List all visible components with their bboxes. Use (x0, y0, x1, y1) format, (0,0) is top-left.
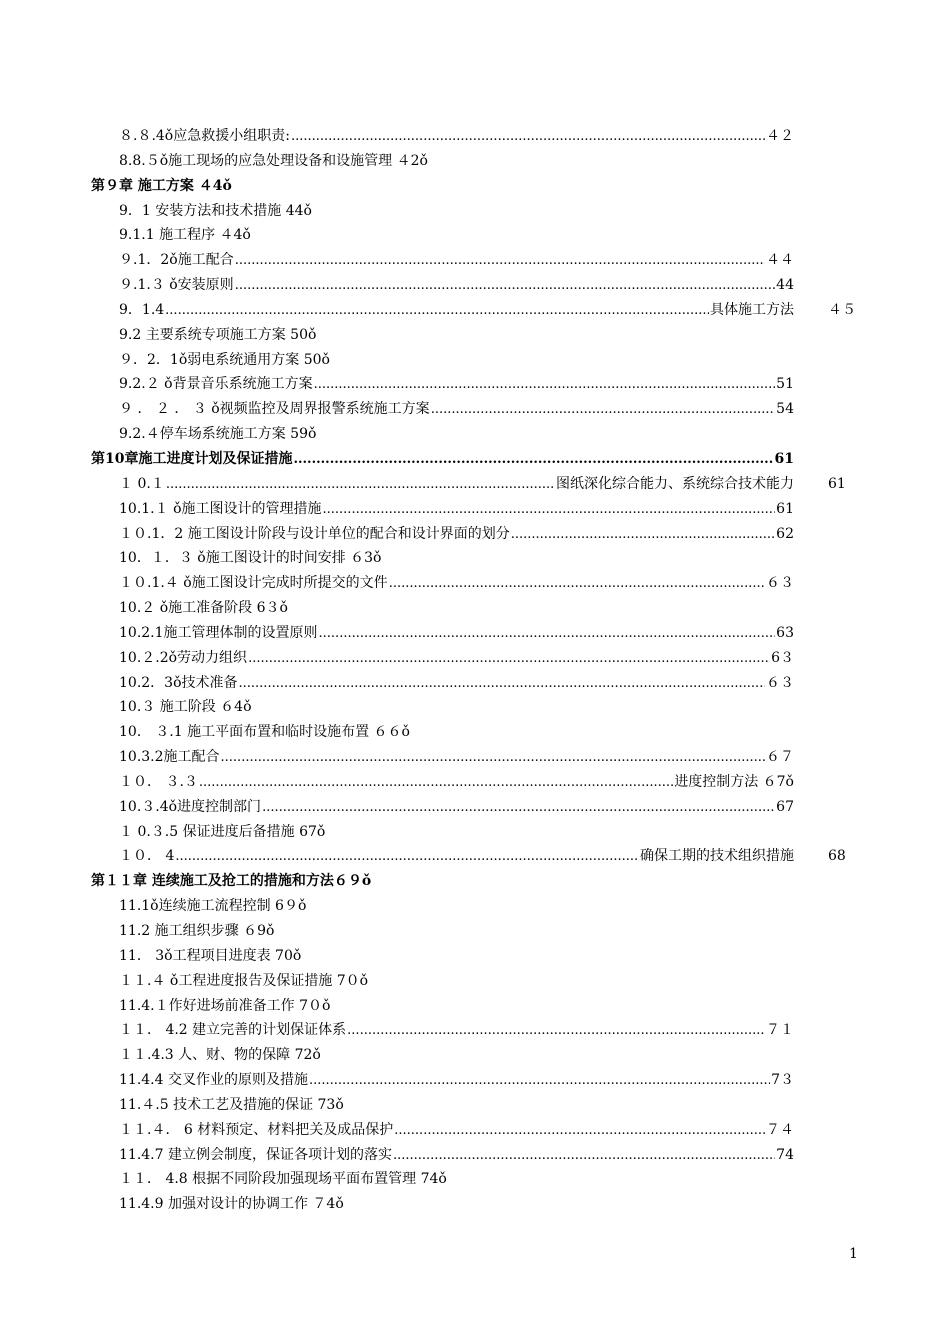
dot-leader (199, 771, 673, 796)
toc-entry-page: 74 (776, 1146, 794, 1163)
toc-chapter-entry (0, 869, 950, 894)
toc-entry-text: １ 0.１ (119, 475, 165, 492)
toc-entry-far-page: 68 (828, 848, 846, 865)
toc-entry-text: 10.3.2施工配合 (119, 749, 220, 766)
toc-entry (0, 745, 950, 770)
toc-chapter-entry (0, 174, 950, 199)
toc-chapter-entry (0, 447, 950, 472)
toc-entry-text: 10.２ ǒ施工准备阶段 6３ǒ (119, 600, 288, 617)
dot-leader (323, 498, 776, 523)
dot-leader (221, 746, 765, 771)
toc-entry (0, 273, 950, 298)
toc-entry-page: 具体施工方法 (710, 301, 794, 318)
toc-entry (0, 1118, 950, 1143)
toc-entry-text: 10.２.2ǒ劳动力组织 (119, 649, 248, 666)
toc-entry (0, 199, 950, 224)
toc-entry-page: ６３ (766, 674, 794, 691)
toc-entry (0, 770, 950, 795)
toc-entry (0, 124, 950, 149)
toc-entry (0, 497, 950, 522)
dot-leader (239, 672, 765, 697)
toc-entry-page: 62 (776, 525, 794, 542)
toc-entry (0, 720, 950, 745)
toc-entry (0, 844, 950, 869)
dot-leader (235, 274, 775, 299)
toc-entry-far-page: ４５ (828, 301, 856, 318)
toc-entry-page: ７４ (766, 1121, 794, 1138)
toc-entry-text: １０． 4 (119, 848, 175, 865)
toc-entry-page: 54 (776, 401, 794, 418)
toc-entry (0, 1143, 950, 1168)
toc-entry (0, 1018, 950, 1043)
toc-entry-text: 11.4.4 交叉作业的原则及措施 (119, 1072, 308, 1089)
toc-entry (0, 1068, 950, 1093)
toc-entry-page: ６７ (766, 749, 794, 766)
toc-entry-text: 11.4.9 加强对设计的协调工作 ７4ǒ (119, 1196, 344, 1213)
toc-entry (0, 1043, 950, 1068)
toc-entry-text: 11.2 施工组织步骤 ６9ǒ (119, 923, 275, 939)
toc-entry-page: 63 (776, 624, 794, 641)
toc-entry (0, 1093, 950, 1118)
toc-entry-text: 9．1.4 (119, 301, 165, 318)
toc-entry-text: 9.2.４停车场系统施工方案 59ǒ (119, 426, 317, 443)
toc-entry (0, 695, 950, 720)
toc-entry-text: １０.1.４ ǒ施工图设计完成时所提交的文件 (119, 575, 388, 592)
dot-leader (166, 473, 555, 498)
toc-entry (0, 372, 950, 397)
toc-entry (0, 323, 950, 348)
toc-entry-text: 9.2 主要系统专项施工方案 50ǒ (119, 326, 317, 343)
toc-entry-page: 7３ (771, 1072, 794, 1089)
toc-entry-text: 9．1 安装方法和技术措施 44ǒ (119, 202, 312, 219)
toc-entry-text: １１.４ ǒ工程进度报告及保证措施 7０ǒ (119, 972, 369, 989)
toc-entry-text: 11.1ǒ连续施工流程控制 6９ǒ (119, 898, 307, 915)
dot-leader (248, 647, 770, 672)
dot-leader (291, 125, 765, 150)
toc-entry-text: １１.４． 6 材料预定、材料把关及成品保护 (119, 1121, 394, 1138)
toc-entry (0, 472, 950, 497)
toc-entry-text: 10.2．3ǒ技术准备 (119, 674, 238, 691)
toc-entry-text: ８.８.4ǒ应急救援小组职责: (119, 128, 290, 144)
toc-entry-text: 10.３.4ǒ进度控制部门 (119, 798, 262, 815)
toc-entry-text: ９.1.３ ǒ安装原则 (119, 277, 234, 294)
toc-entry-page: ４４ (766, 252, 794, 269)
toc-entry-text: 11.4.7 建立例会制度，保证各项计划的落实 (119, 1146, 392, 1163)
table-of-contents (0, 124, 950, 1217)
toc-entry (0, 422, 950, 447)
toc-entry-page: 61 (774, 450, 794, 467)
toc-entry (0, 348, 950, 373)
dot-leader (319, 622, 776, 647)
dot-leader (511, 523, 775, 548)
toc-entry-text: １１． 4.2 建立完善的计划保证体系 (119, 1022, 347, 1039)
dot-leader (235, 249, 765, 274)
dot-leader (309, 1069, 770, 1094)
toc-entry-text: 8.8.５ǒ施工现场的应急处理设备和设施管理 ４2ǒ (119, 152, 428, 169)
dot-leader (389, 572, 765, 597)
toc-entry (0, 149, 950, 174)
toc-entry (0, 621, 950, 646)
toc-entry (0, 944, 950, 969)
toc-entry-text: ９．2．1ǒ弱电系统通用方案 50ǒ (119, 351, 330, 368)
toc-entry (0, 1167, 950, 1192)
toc-entry-page: 61 (776, 500, 794, 517)
dot-leader (347, 1019, 765, 1044)
toc-entry-text: 9.2.２ ǒ背景音乐系统施工方案 (119, 376, 313, 393)
toc-entry-text: 11.４.5 技术工艺及措施的保证 73ǒ (119, 1096, 344, 1113)
toc-entry (0, 994, 950, 1019)
dot-leader (293, 448, 773, 473)
toc-entry-text: 第９章 施工方案 ４4ǒ (91, 177, 232, 194)
dot-leader (262, 796, 775, 821)
toc-entry (0, 546, 950, 571)
toc-entry-page: 6３ (771, 649, 794, 666)
toc-entry-page: 67 (776, 798, 794, 815)
toc-entry (0, 894, 950, 919)
toc-entry-text: 10．１．３ ǒ施工图设计的时间安排 ６3ǒ (119, 550, 382, 567)
toc-entry-page: 51 (776, 376, 794, 393)
toc-entry (0, 397, 950, 422)
toc-entry (0, 596, 950, 621)
toc-entry-text: 10． ３.1 施工平面布置和临时设施布置 ６６ǒ (119, 724, 410, 741)
toc-entry-text: ９.1．2ǒ施工配合 (119, 252, 234, 269)
toc-entry-text: ９ ． ２ ． ３ ǒ视频监控及周界报警系统施工方案 (119, 401, 430, 418)
toc-entry-text: １ 0.３.5 保证进度后备措施 67ǒ (119, 823, 326, 840)
toc-entry (0, 522, 950, 547)
toc-entry (0, 820, 950, 845)
toc-entry-text: 10.３ 施工阶段 ６4ǒ (119, 699, 252, 716)
toc-entry (0, 969, 950, 994)
dot-leader (165, 299, 709, 324)
toc-entry (0, 223, 950, 248)
toc-entry-text: 第10章施工进度计划及保证措施 (91, 450, 293, 467)
dot-leader (394, 1119, 765, 1144)
toc-entry-page: 确保工期的技术组织措施 (640, 848, 794, 865)
toc-entry-text: １１． 4.8 根据不同阶段加强现场平面布置管理 74ǒ (119, 1171, 447, 1188)
toc-entry-page: ４２ (766, 128, 794, 144)
toc-entry (0, 248, 950, 273)
toc-entry (0, 671, 950, 696)
toc-entry-text: 第１１章 连续施工及抢工的措施和方法６９ǒ (91, 873, 372, 890)
toc-entry-page: ７１ (766, 1022, 794, 1039)
toc-entry-page: 图纸深化综合能力、系统综合技术能力 (556, 475, 794, 492)
toc-entry-page: ６３ (766, 575, 794, 592)
dot-leader (393, 1144, 775, 1169)
toc-entry-text: １０.1．2 施工图设计阶段与设计单位的配合和设计界面的划分 (119, 525, 510, 542)
toc-entry (0, 795, 950, 820)
toc-entry (0, 1192, 950, 1217)
toc-entry-far-page: 61 (828, 475, 846, 492)
toc-entry-text: 9.1.1 施工程序 ４4ǒ (119, 227, 251, 244)
toc-entry-text: 10.1.１ ǒ施工图设计的管理措施 (119, 500, 322, 517)
toc-entry (0, 919, 950, 944)
toc-entry-page: 44 (776, 277, 794, 294)
toc-entry-text: 10.2.1施工管理体制的设置原则 (119, 624, 318, 641)
toc-entry (0, 298, 950, 323)
toc-entry (0, 571, 950, 596)
toc-entry (0, 646, 950, 671)
toc-entry-text: １０． ３.３ (119, 773, 198, 790)
toc-entry-text: 11． 3ǒ工程项目进度表 70ǒ (119, 947, 302, 964)
dot-leader (314, 373, 776, 398)
toc-entry-text: １１.4.3 人、财、物的保障 72ǒ (119, 1047, 321, 1064)
dot-leader (175, 845, 639, 870)
dot-leader (431, 398, 775, 423)
toc-entry-text: 11.4.１作好进场前准备工作 7０ǒ (119, 997, 331, 1014)
page-number: 1 (849, 1246, 858, 1262)
toc-entry-page: 进度控制方法 ６7ǒ (674, 773, 794, 790)
